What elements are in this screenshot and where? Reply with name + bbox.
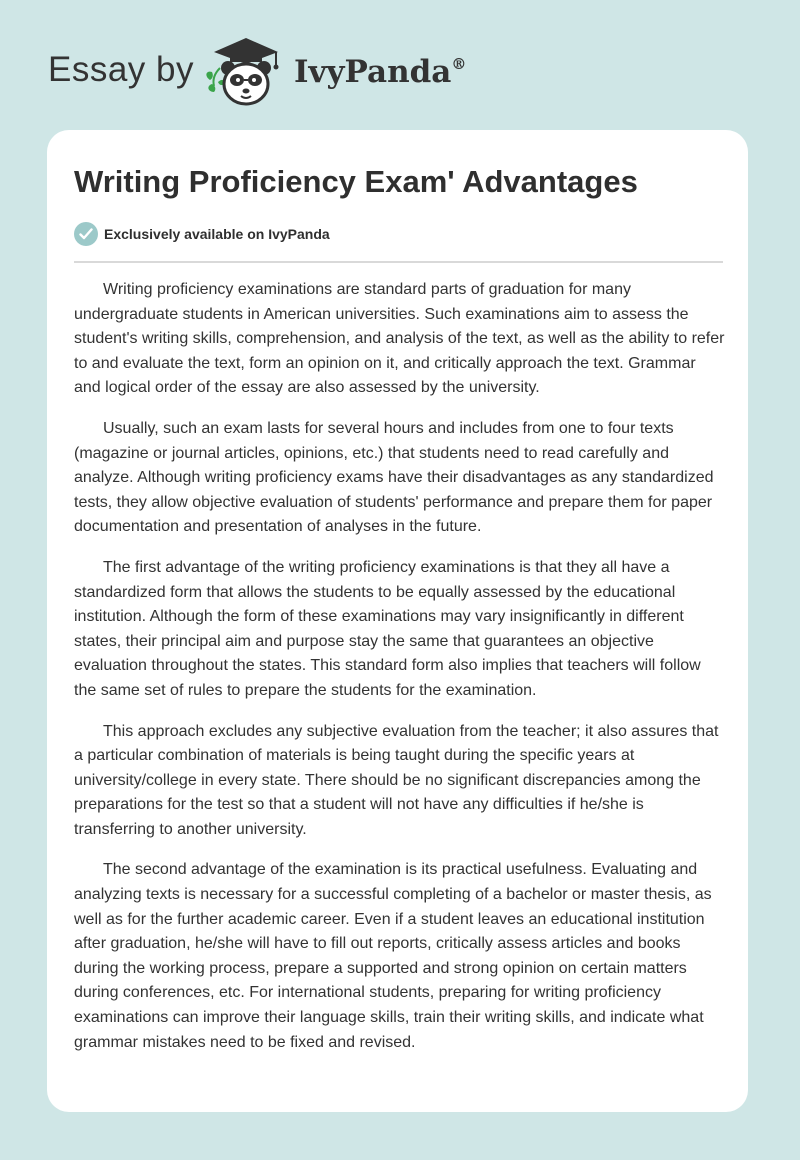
article-title: Writing Proficiency Exam' Advantages [74,164,638,199]
panda-logo-icon[interactable] [200,34,292,110]
paragraph: The second advantage of the examination is its practical usefulness. Evaluating and analyzing texts is necessary for a successful completing of a bachelor or master thesis, as well as for the further academic career. Even if a student leaves an educational institution after graduation, he/she will have to fill out reports, critically assess articles and books during the working process, prepare a supported and strong opinion on certain matters during conferences, etc. For international students, preparing for writing proficiency examinations can improve their language skills, train their writing skills, and indicate what grammar mistakes need to be fixed and revised. [74,861,712,1051]
paragraph: This approach excludes any subjective evaluation from the teacher; it also assures that a particular combination of materials is being taught during the specific years at university/college in every state. There should be no significant discrepancies among the preparations for the test so that a student will not have any difficulties if he/she is transferring to another university. [74,722,719,838]
paragraph: The first advantage of the writing proficiency examinations is that they all have a standardized form that allows the students to be equally assessed by the educational institution. Although the form of these examinations may vary insignificantly in different states, their principal aim and purpose stay the same that guarantees an objective evaluation throughout the states. This standard form also implies that teachers will follow the same set of rules to prepare the students for the examination. [74,558,701,699]
ivy-leaf-icon [206,68,224,92]
paragraph: Writing proficiency examinations are standard parts of graduation for many undergraduate students in American universities. Such examinations aim to assess the student's writing skills, comprehension, and analysis of the text, as well as the ability to refer to and evaluate the text, form an opinion on it, and critically approach the text. Grammar and logical order of the essay are also assessed by the university. [74,281,725,397]
paragraph: Usually, such an exam lasts for several hours and includes from one to four texts (magazine or journal articles, opinions, etc.) that students need to read carefully and analyze. Although writing proficiency exams have their disadvantages as any standardized tests, they allow objective evaluation of students' performance and prepare them for paper documentation and presentation of analyses in the future. [74,419,714,536]
title-divider [74,261,723,263]
check-circle-icon [74,222,98,246]
brand-name-text: IvyPanda [294,54,452,90]
exclusive-badge-label: Exclusively available on IvyPanda [104,226,330,242]
registered-mark: ® [451,54,467,73]
article-card [47,130,748,1112]
exclusive-badge [74,222,330,246]
essay-by-label: Essay by [48,50,194,89]
site-header [0,0,800,120]
article-body [74,278,726,1071]
brand-name[interactable] [294,54,466,90]
